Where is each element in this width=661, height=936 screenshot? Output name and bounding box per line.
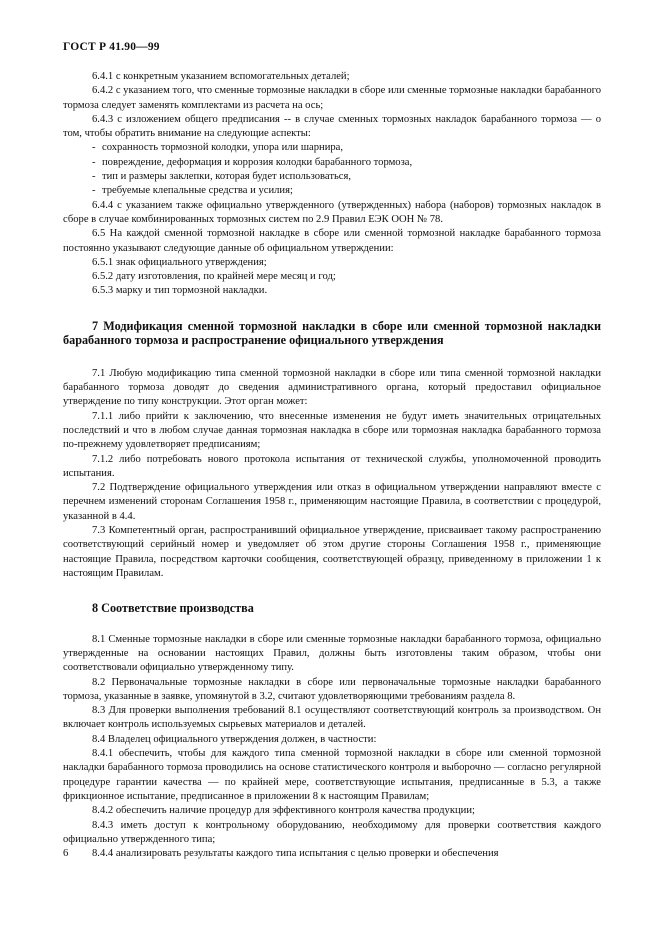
list-item-text: требуемые клепальные средства и усилия;: [102, 185, 293, 197]
list-item-text: повреждение, деформация и коррозия колодки барабанного тормоза,: [102, 156, 413, 168]
list-dash: -: [92, 185, 96, 197]
paragraph: 7.2 Подтверждение официального утверждения или отказ в официальном утверждении направляют вместе с перечнем изменений сторонам Соглашения 1958 г., применяющим настоящие Правила, в соответствии с процедурой, указанной в 4.4.: [63, 482, 601, 522]
paragraph: 8.4 Владелец официального утверждения должен, в частности:: [92, 733, 377, 745]
page-number: 6: [63, 848, 69, 859]
section-6-continuation: [63, 70, 601, 299]
document-body: [63, 70, 601, 861]
paragraph: 7.1 Любую модификацию типа сменной тормозной накладки в сборе или типа сменной тормозной накладки барабанного тормоза доводят до сведения административного органа, который предоставил официальное утверждение по типу конструкции. Этот орган может:: [63, 367, 601, 408]
paragraph: 6.4.3 с изложением общего предписания -- в случае сменных тормозных накладок барабанного тормоза — о том, чтобы обратить внимание на следующие аспекты:: [63, 113, 601, 140]
list-item-text: сохранность тормозной колодки, упора или шарнира,: [102, 142, 344, 154]
paragraph: 8.3 Для проверки выполнения требований 8.1 осуществляют соответствующий контроль за производством. Он включает контроль используемых сырьевых материалов и деталей.: [63, 705, 601, 731]
section-8-heading: 8 Соответствие производства: [92, 601, 254, 616]
paragraph: 6.4.2 с указанием того, что сменные тормозные накладки в сборе или сменные тормозные накладки барабанного тормоза следует заменять комплектами из расчета на ось;: [63, 85, 602, 111]
section-8-body: [63, 633, 601, 862]
section-7-body: [63, 367, 601, 581]
paragraph: 6.4.4 с указанием также официально утвержденного (утвержденных) набора (наборов) тормозных накладок в сборе в случае комбинированных тормозных систем по 2.9 Правил ЕЭК ООН № 78.: [63, 199, 601, 225]
paragraph: 8.4.1 обеспечить, чтобы для каждого типа сменной тормозной накладки в сборе или сменной тормозной накладки барабанного тормоза проводились на основе статистического контроля и выборочно — согласно регулярной процедуре гарантии качества — по крайней мере, соответствующие испытания, предписанные в 5.3, а также фрикционное испытание, предписанное в приложении 8 к настоящим Правилам;: [63, 748, 601, 802]
list-item: [63, 141, 601, 155]
paragraph: 8.4.4 анализировать результаты каждого типа испытания с целью проверки и обеспечения: [92, 848, 499, 860]
paragraph: 6.4.1 с конкретным указанием вспомогательных деталей;: [92, 71, 350, 82]
list-dash: -: [92, 156, 96, 168]
paragraph: 6.5 На каждой сменной тормозной накладке в сборе или сменной тормозной накладке барабанного тормоза постоянно указывают следующие данные об официальном утверждении:: [63, 228, 601, 254]
paragraph: 6.5.1 знак официального утверждения;: [92, 256, 267, 268]
list-item: [63, 184, 601, 198]
list-item: [63, 170, 601, 184]
paragraph: 7.1.1 либо прийти к заключению, что внесенные изменения не будут иметь значительных отрицательных последствий и что в любом случае данная тормозная накладка в сборе или тормозная накладка барабанного тормоза по-прежнему удовлетворяет предписаниям;: [63, 410, 601, 451]
list-item-text: тип и размеры заклепки, которая будет использоваться,: [102, 171, 352, 183]
section-7-heading: 7 Модификация сменной тормозной накладки в сборе или сменной тормозной накладки барабанного тормоза и распространение официального утверждения: [63, 318, 601, 348]
paragraph: 8.2 Первоначальные тормозные накладки в сборе или первоначальные тормозные накладки барабанного тормоза, указанные в заявке, упомянутой в 3.2, считают удовлетворяющими требованиям раздела 8.: [63, 676, 601, 702]
list-dash: -: [92, 142, 96, 154]
list-dash: -: [92, 171, 96, 183]
paragraph: 8.4.2 обеспечить наличие процедур для эффективного контроля качества продукции;: [92, 805, 475, 817]
paragraph: 8.1 Сменные тормозные накладки в сборе или сменные тормозные накладки барабанного тормоза, официально утвержденные на основании настоящих Правил, должны быть изготовлены таким образом, чтобы они соответствовали официально утвержденному типу.: [63, 633, 601, 674]
paragraph: 7.1.2 либо потребовать нового протокола испытания от технической службы, уполномоченной проводить испытания.: [63, 453, 601, 479]
paragraph: 6.5.3 марку и тип тормозной накладки.: [92, 285, 268, 297]
paragraph: 7.3 Компетентный орган, распространивший официальное утверждение, присваивает такому распространению соответствующий серийный номер и уведомляет об этом другие стороны Соглашения 1958 г., применяющие настоящие Правила, посредством карточки сообщения, соответствующей образцу, приведенному в приложении 1 к настоящим Правилам.: [63, 525, 601, 579]
paragraph: 6.5.2 дату изготовления, по крайней мере месяц и год;: [92, 271, 336, 283]
paragraph: 8.4.3 иметь доступ к контрольному оборудованию, необходимому для проверки соответствия каждого официально утвержденного типа;: [63, 819, 601, 845]
list-item: [63, 156, 601, 170]
document-code-header: ГОСТ Р 41.90—99: [63, 41, 160, 53]
